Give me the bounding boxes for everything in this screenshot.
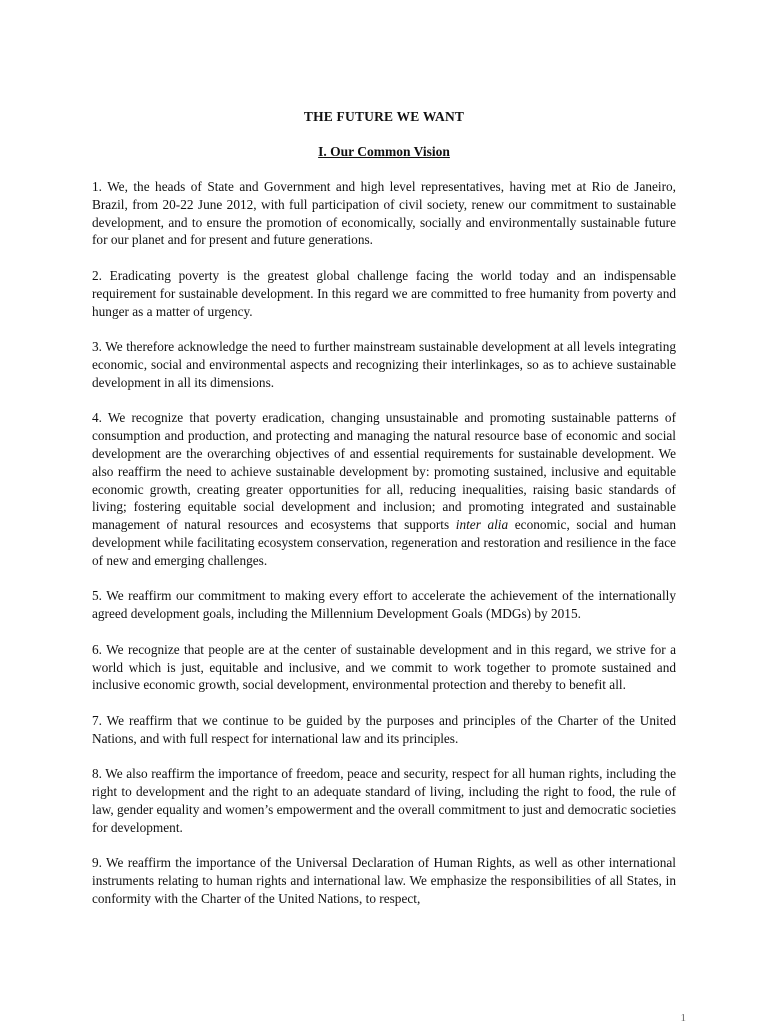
paragraph-9: 9. We reaffirm the importance of the Universal Declaration of Human Rights, as well as other international instruments relating to human rights and international law. We emphasize the responsibilities of all States, in conformity with the Charter of the United Nations, to respect, bbox=[92, 855, 676, 906]
paragraph-4-italic-term: inter alia bbox=[455, 517, 509, 533]
paragraph-6: 6. We recognize that people are at the center of sustainable development and in this regard, we strive for a world which is just, equitable and inclusive, and we commit to work together to promote sustained and inclusive economic growth, social development, environmental protection and thereby to benefit all. bbox=[92, 641, 676, 693]
page-number: 1 bbox=[680, 1012, 686, 1024]
paragraph-7: 7. We reaffirm that we continue to be guided by the purposes and principles of the Charter of the United Nations, and with full respect for international law and its principles. bbox=[92, 712, 676, 746]
document-title: THE FUTURE WE WANT bbox=[303, 109, 465, 124]
paragraph-2: 2. Eradicating poverty is the greatest global challenge facing the world today and an indispensable requirement for sustainable development. In this regard we are committed to free humanity from poverty and hunger as a matter of urgency. bbox=[92, 267, 676, 319]
section-heading: I. Our Common Vision bbox=[318, 144, 450, 159]
paragraph-5: 5. We reaffirm our commitment to making every effort to accelerate the achievement of the internationally agreed development goals, including the Millennium Development Goals (MDGs) by 2015. bbox=[92, 588, 676, 622]
paragraph-4-text-before: 4. We recognize that poverty eradication, changing unsustainable and promoting sustainable patterns of consumption and production, and protecting and managing the natural resource base of economic and social development are the overarching objectives of and essential requirements for sustainable development. We also reaffirm the need to achieve sustainable development by: promoting sustained, inclusive and equitable economic growth, creating greater opportunities for all, reducing inequalities, raising basic standards of living; fostering equitable social development and inclusion; and promoting integrated and sustainable management of natural resources and ecosystems that supports bbox=[92, 410, 676, 533]
paragraph-4-text-after: economic, social and human development while facilitating ecosystem conservation, regeneration and restoration and resilience in the face of new and emerging challenges. bbox=[92, 517, 676, 568]
paragraph-1: 1. We, the heads of State and Government and high level representatives, having met at Rio de Janeiro, Brazil, from 20-22 June 2012, with full participation of civil society, renew our commitment to sustainable development, and to ensure the promotion of economically, socially and environmentally sustainable future for our planet and for present and future generations. bbox=[92, 179, 676, 248]
paragraph-4 bbox=[92, 409, 676, 569]
paragraph-3: 3. We therefore acknowledge the need to further mainstream sustainable development at all levels integrating economic, social and environmental aspects and recognizing their interlinkages, so as to achieve sustainable development in all its dimensions. bbox=[92, 339, 676, 390]
paragraph-8: 8. We also reaffirm the importance of freedom, peace and security, respect for all human rights, including the right to development and the right to an adequate standard of living, including the right to food, the rule of law, gender equality and women’s empowerment and the overall commitment to just and democratic societies for development. bbox=[92, 766, 676, 835]
document-body bbox=[92, 108, 676, 925]
